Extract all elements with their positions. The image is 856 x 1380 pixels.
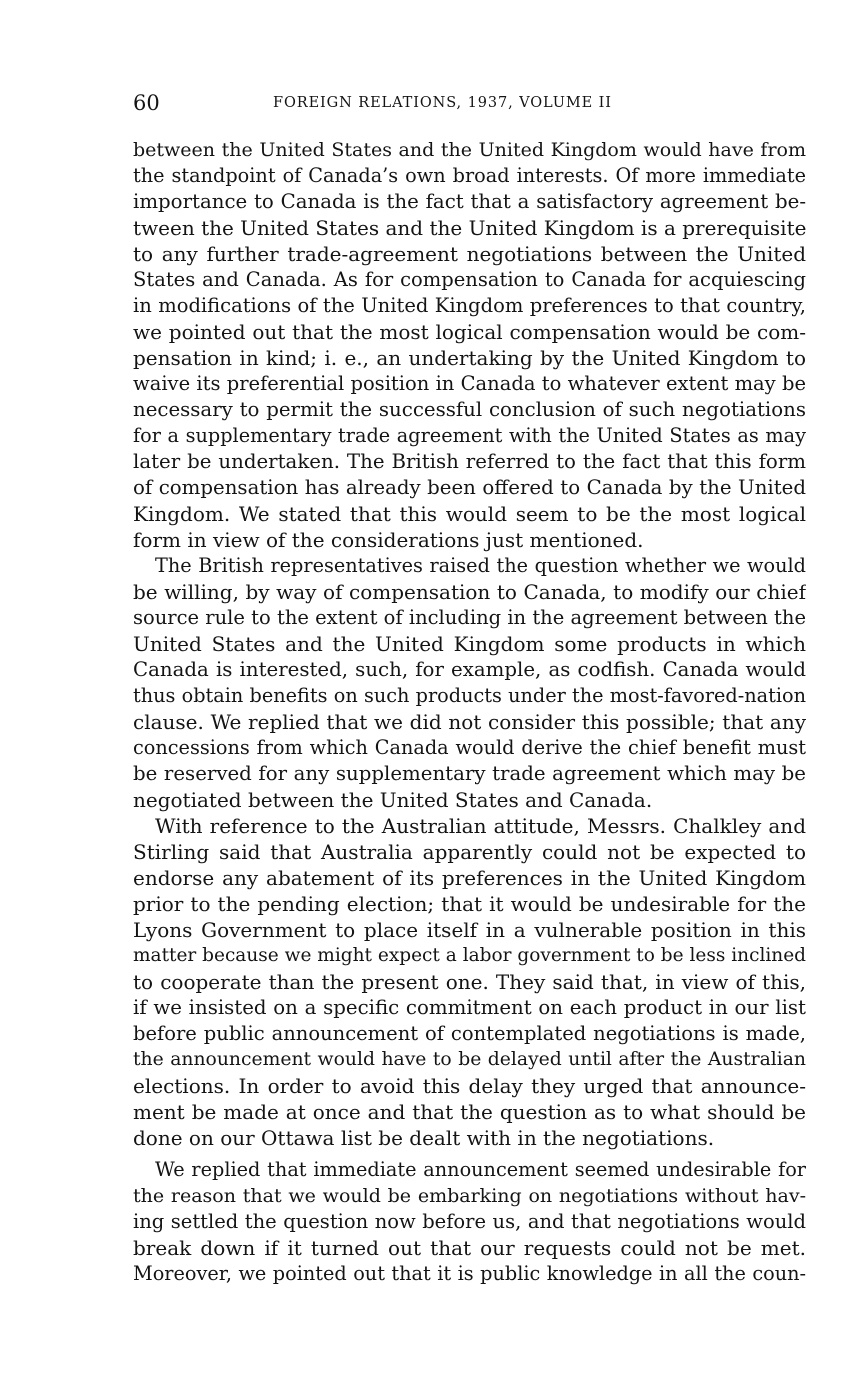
text-line: necessary to permit the successful conclusion of such negotiations [133,398,806,421]
document-page [133,88,806,1287]
text-line: waive its preferential position in Canada to whatever extent may be [133,372,806,395]
text-line: the standpoint of Canada’s own broad interests. Of more immediate [133,164,806,187]
text-line: The British representatives raised the question whether we would [155,554,806,577]
text-line: we pointed out that the most logical compensation would be com- [133,320,806,344]
text-line: elections. In order to avoid this delay they urged that announce- [133,1074,806,1098]
text-line: later be undertaken. The British referred to the fact that this form [133,450,806,473]
text-line: importance to Canada is the fact that a satisfactory agreement be- [133,190,806,213]
paragraph-1 [133,137,806,553]
text-line: tween the United States and the United Kingdom is a prerequisite [133,216,806,240]
text-line: form in view of the considerations just mentioned. [133,528,644,552]
text-line: break down if it turned out that our requests could not be met. [133,1236,806,1260]
body-text [133,137,806,1287]
paragraph-2 [133,553,806,813]
text-line: With reference to the Australian attitude, Messrs. Chalkley and [155,814,806,838]
text-line: United States and the United Kingdom some products in which [133,632,806,656]
text-line: endorse any abatement of its preferences in the United Kingdom [133,866,806,890]
text-line: negotiated between the United States and Canada. [133,788,653,812]
text-line: Kingdom. We stated that this would seem to be the most logical [133,502,806,526]
text-line: Moreover, we pointed out that it is public knowledge in all the coun- [133,1262,806,1285]
page-number: 60 [133,91,160,115]
text-line: be reserved for any supplementary trade agreement which may be [133,762,806,785]
text-line: ing settled the question now before us, and that negotiations would [133,1210,806,1233]
text-line: be willing, by way of compensation to Canada, to modify our chief [133,580,806,604]
text-line: to any further trade-agreement negotiations between the United [133,242,806,266]
paragraph-4 [133,1157,806,1287]
text-line: Lyons Government to place itself in a vulnerable position in this [133,918,806,942]
text-line: pensation in kind; i. e., an undertaking by the United Kingdom to [133,346,806,370]
text-line: between the United States and the United Kingdom would have from [133,139,806,161]
text-line: ment be made at once and that the question as to what should be [133,1100,806,1124]
text-line: of compensation has already been offered to Canada by the United [133,476,806,499]
text-line: Canada is interested, such, for example, as codfish. Canada would [133,658,806,681]
page-header [133,88,806,118]
text-line: We replied that immediate announcement seemed undesirable for [155,1158,806,1181]
text-line: in modifications of the United Kingdom preferences to that country, [133,294,806,317]
text-line: the announcement would have to be delayed until after the Australian [133,1049,806,1070]
text-line: source rule to the extent of including in the agreement between the [133,606,806,629]
text-line: thus obtain benefits on such products under the most-favored-nation [133,684,806,707]
text-line: States and Canada. As for compensation to Canada for acquiescing [133,268,806,291]
text-line: the reason that we would be embarking on negotiations without hav- [133,1185,806,1207]
paragraph-3 [133,813,806,1151]
text-line: if we insisted on a specific commitment on each product in our list [133,996,806,1019]
text-line: clause. We replied that we did not consider this possible; that any [133,710,806,734]
text-line: Stirling said that Australia apparently could not be expected to [133,840,806,864]
text-line: prior to the pending election; that it would be undesirable for the [133,892,806,916]
text-line: before public announcement of contemplated negotiations is made, [133,1022,806,1045]
text-line: matter because we might expect a labor government to be less inclined [133,945,806,966]
text-line: done on our Ottawa list be dealt with in the negotiations. [133,1126,715,1150]
text-line: to cooperate than the present one. They said that, in view of this, [133,970,806,994]
text-line: for a supplementary trade agreement with the United States as may [133,424,806,447]
running-head: FOREIGN RELATIONS, 1937, VOLUME II [273,95,612,111]
text-line: concessions from which Canada would derive the chief benefit must [133,736,806,759]
